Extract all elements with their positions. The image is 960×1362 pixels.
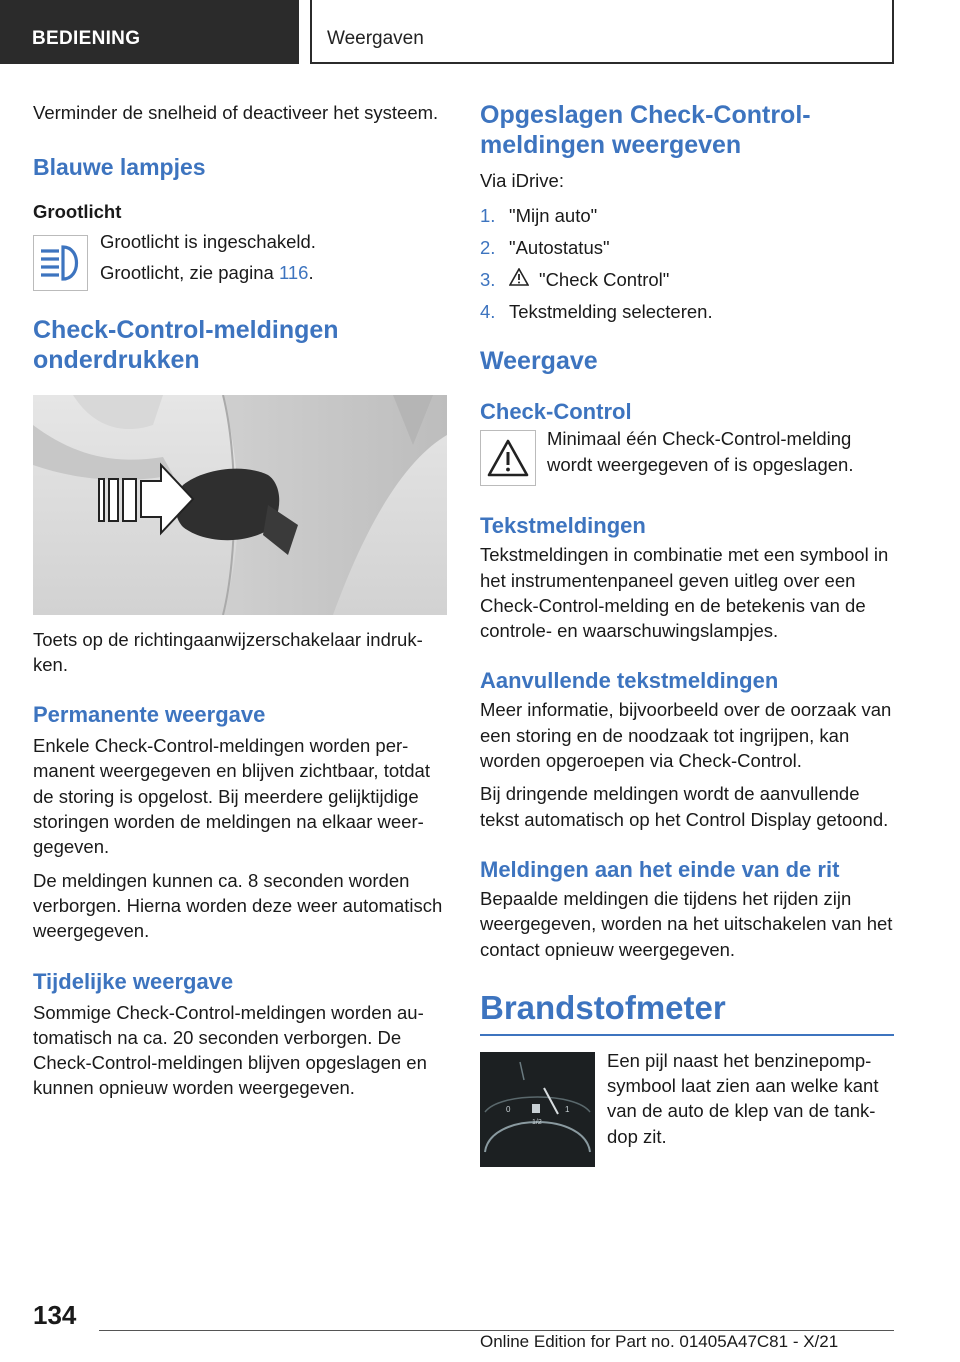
- header-chapter-tab: [310, 0, 894, 64]
- intro-paragraph: Verminder de snelheid of deactiveer het systeem.: [33, 102, 439, 123]
- grootlicht-subheading: Grootlicht: [33, 201, 122, 223]
- grootlicht-row: [33, 229, 447, 291]
- warning-triangle-small-icon: [509, 267, 531, 292]
- edition-note: Online Edition for Part no. 01405A47C81 - X/21: [480, 1332, 839, 1351]
- photo-caption: Toets op de richtingaanwijzerschakelaar indrukken.: [33, 628, 423, 675]
- blauwe-lampjes-heading: Blauwe lampjes: [33, 154, 206, 181]
- opgeslagen-heading: Opgeslagen Check-Control-meldingen weergeven: [480, 101, 811, 159]
- steps-list: [480, 203, 894, 324]
- brandstofmeter-text: Een pijl naast het benzinepompsymbool laat zien aan welke kant van de auto de klep van de tankdop zit.: [607, 1049, 879, 1147]
- tekstmeldingen-heading: Tekstmeldingen: [480, 513, 646, 539]
- permanente-p1: Enkele Check-Control-meldingen worden permanent weergegeven en blijven zichtbaar, totdat de storing is opgelost. Bij meerdere gelijktijdige storingen worden de meldingen na elkaar weergegeven.: [33, 735, 430, 858]
- header-section-tab: [0, 0, 299, 64]
- svg-text:1/2: 1/2: [532, 1118, 542, 1126]
- page-link[interactable]: 116: [278, 261, 309, 283]
- svg-text:1: 1: [565, 1104, 570, 1114]
- tijdelijke-p1: Sommige Check-Control-meldingen worden automatisch na ca. 20 seconden verborgen. De Check-Control-meldingen blijven opgeslagen en kunnen opnieuw worden weergegeven.: [33, 1001, 427, 1099]
- svg-text:0: 0: [506, 1104, 511, 1114]
- footer-divider: [99, 1330, 894, 1331]
- page-number: 134: [33, 1300, 77, 1330]
- aanvullende-heading: Aanvullende tekstmeldingen: [480, 668, 779, 694]
- fuel-gauge-image: [480, 1052, 595, 1167]
- right-column: [480, 100, 894, 1167]
- warning-triangle-icon: [480, 430, 536, 486]
- header-section-label: BEDIENING: [32, 28, 141, 49]
- brandstofmeter-heading: Brandstofmeter: [480, 988, 894, 1036]
- high-beam-icon: [33, 235, 88, 291]
- check-control-onderdrukken-heading: Check-Control-meldingen onderdrukken: [33, 315, 339, 374]
- einde-rit-p: Bepaalde meldingen die tijdens het rijden zijn weergegeven, worden na het uitschakelen van het contact opnieuw weergegeven.: [480, 887, 893, 960]
- permanente-weergave-heading: Permanente weergave: [33, 702, 266, 728]
- check-control-text: Minimaal één Check-Control-melding wordt weergegeven of is opgeslagen.: [547, 428, 854, 475]
- weergave-heading: Weergave: [480, 347, 598, 376]
- einde-rit-heading: Meldingen aan het einde van de rit: [480, 856, 840, 882]
- grootlicht-line1: Grootlicht is ingeschakeld.: [100, 230, 316, 252]
- step-item: 4. Tekstmelding selecteren.: [480, 301, 713, 323]
- tekstmeldingen-p: Tekstmeldingen in combinatie met een symbool in het instrumentenpaneel geven uitleg over een Check-Control-melding en de betekenis van de controle- en waarschuwingslampjes.: [480, 544, 889, 642]
- via-idrive: Via iDrive:: [480, 170, 564, 191]
- permanente-p2: De meldingen kunnen ca. 8 seconden worden verborgen. Hierna worden deze weer automatisch weergegeven.: [33, 869, 443, 942]
- grootlicht-line2: Grootlicht, zie pagina 116.: [100, 261, 314, 283]
- left-column: [33, 100, 447, 1101]
- brandstofmeter-row: [480, 1049, 894, 1167]
- step-item: 1. "Mijn auto": [480, 205, 598, 227]
- stalk-photo: [33, 395, 447, 615]
- aanvullende-p2: Bij dringende meldingen wordt de aanvullende tekst automatisch op het Control Display getoond.: [480, 783, 889, 830]
- step-item: 3. "Check Control": [480, 269, 670, 291]
- header-chapter-label: Weergaven: [327, 28, 424, 49]
- aanvullende-p1: Meer informatie, bijvoorbeeld over de oorzaak van een storing en de noodzaak tot ingrijpen, kan worden opgeroepen via Check-Control.: [480, 699, 892, 772]
- step-item: 2. "Autostatus": [480, 237, 610, 259]
- check-control-row: [480, 426, 894, 486]
- check-control-heading: Check-Control: [480, 399, 632, 425]
- tijdelijke-weergave-heading: Tijdelijke weergave: [33, 968, 234, 994]
